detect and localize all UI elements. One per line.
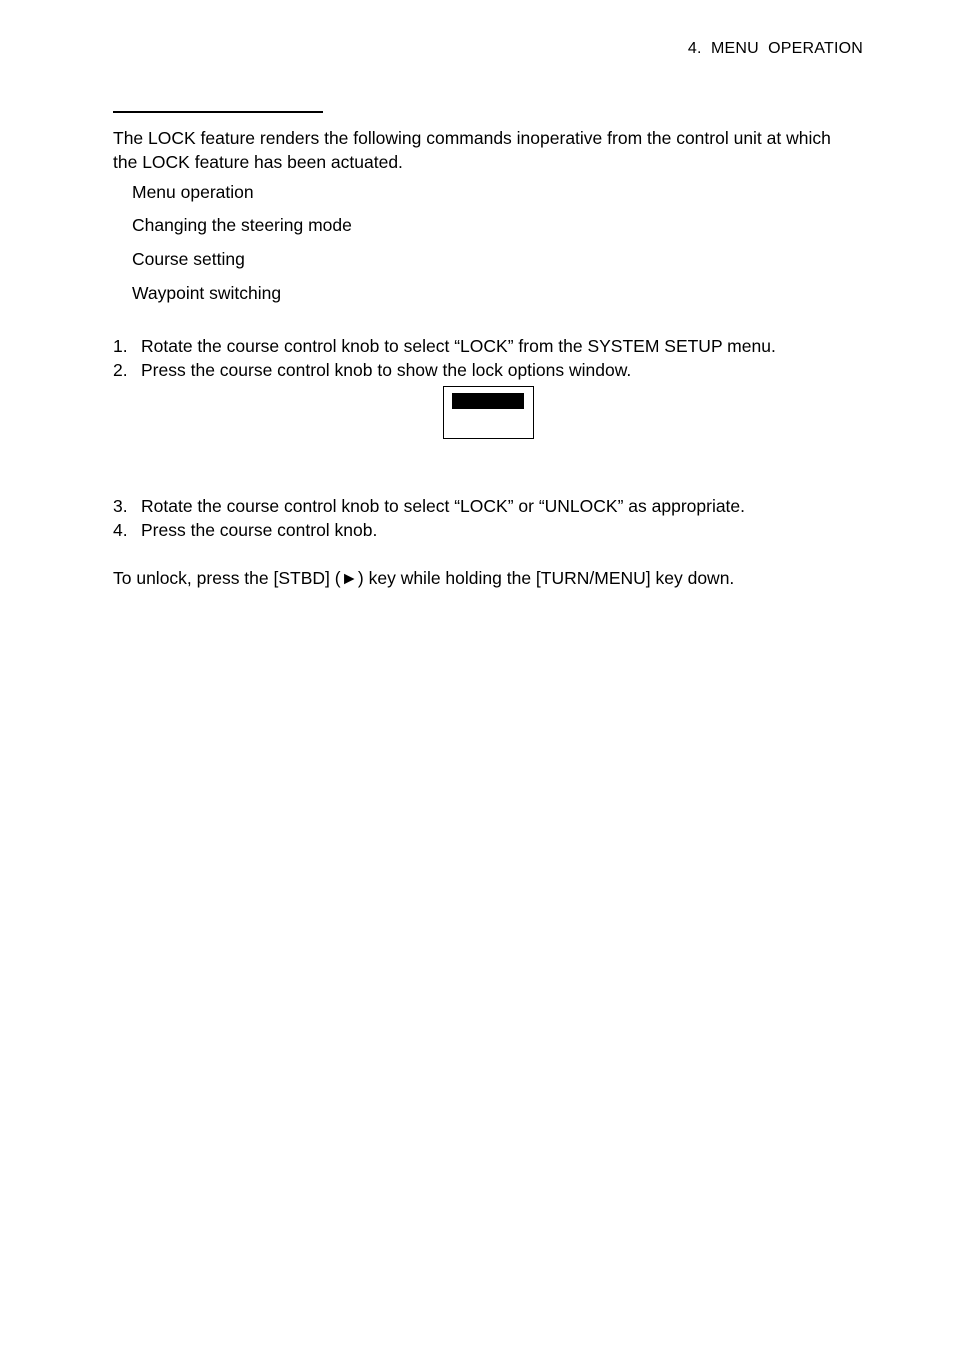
step-text: Press the course control knob. — [141, 520, 378, 540]
lock-options-window — [443, 386, 534, 439]
lock-command-item: Menu operation — [132, 182, 254, 202]
step-number: 2. — [113, 360, 128, 380]
step-number: 4. — [113, 520, 128, 540]
step-text: Rotate the course control knob to select “LOCK” from the SYSTEM SETUP menu. — [141, 336, 776, 356]
procedure-step — [113, 358, 631, 382]
section-rule — [113, 111, 323, 113]
procedure-step — [113, 494, 745, 518]
step-text: Press the course control knob to show the lock options window. — [141, 360, 632, 380]
step-number: 3. — [113, 496, 128, 516]
lock-command-item: Course setting — [132, 249, 245, 269]
procedure-step — [113, 334, 776, 358]
step-text: Rotate the course control knob to select “LOCK” or “UNLOCK” as appropriate. — [141, 496, 746, 516]
step-number: 1. — [113, 336, 128, 356]
intro-paragraph: The LOCK feature renders the following commands inoperative from the control unit at which the LOCK feature has been actuated. — [113, 128, 831, 172]
unlock-note: To unlock, press the [STBD] (►) key while holding the [TURN/MENU] key down. — [113, 568, 735, 588]
procedure-step — [113, 518, 377, 542]
lock-command-item: Waypoint switching — [132, 283, 282, 303]
running-header: 4. MENU OPERATION — [687, 40, 863, 57]
lock-command-item: Changing the steering mode — [132, 215, 352, 235]
selected-option-highlight — [452, 393, 524, 409]
